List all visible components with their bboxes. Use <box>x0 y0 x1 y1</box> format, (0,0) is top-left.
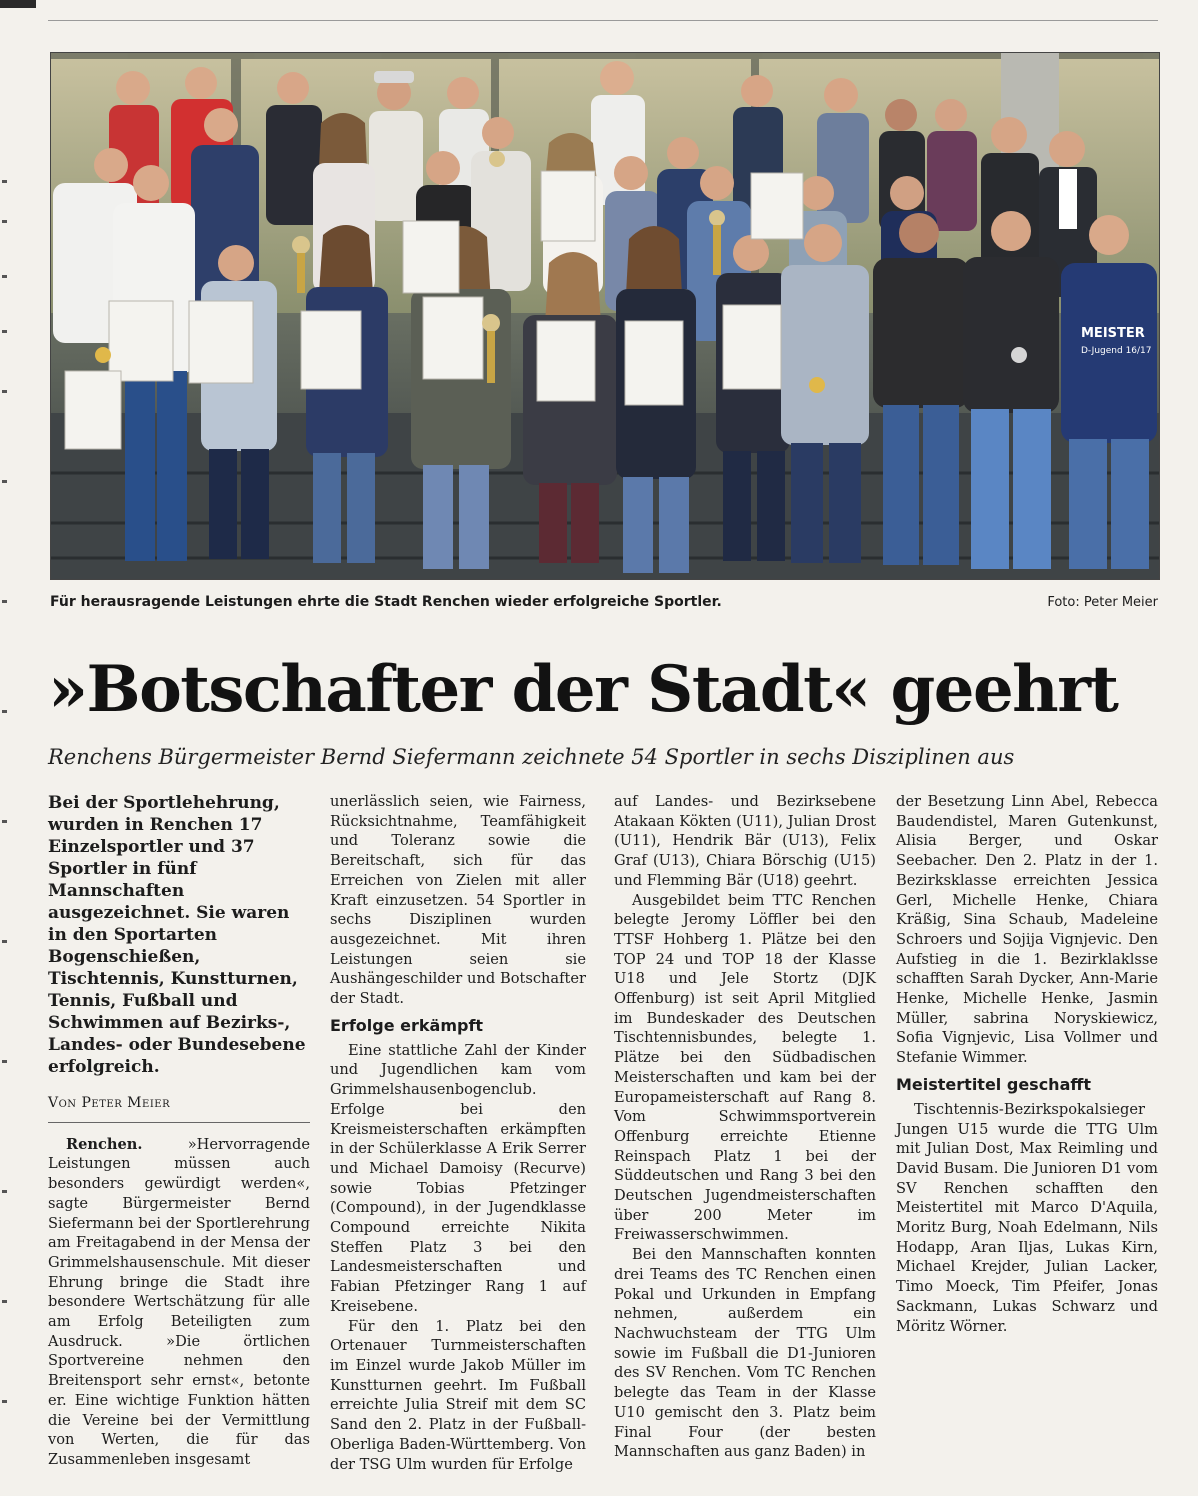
paragraph-meistertitel <box>896 1100 1158 1336</box>
article-subheadline: Renchens Bürgermeister Bernd Siefermann zeichnete 54 Sportler in sechs Disziplinen aus <box>48 745 1015 769</box>
article-lead: Bei der Sportlehehrung, wurden in Renchen 17 Einzelsportler und 37 Sportler in fünf Mannschaften ausgezeichnet. Sie waren in den Sportarten Bogenschießen, Tischtennis, Kunstturnen, Tennis, Fußball und Schwimmen auf Bezirks-, Landes- oder Bundesebene erfolgreich. <box>48 793 306 1077</box>
shirt-meister-text: MEISTER <box>1081 326 1145 341</box>
subheading-meistertitel <box>896 1074 1158 1096</box>
article-column-4 <box>896 792 1158 1336</box>
paragraph-mannschaften-text-cont <box>896 792 1158 1068</box>
group-photo <box>50 52 1160 580</box>
paragraph-turnen-fussball-text-cont-text: auf Landes- und Bezirksebene Atakaan Kökten (U11), Julian Drost (U11), Hendrik Bär (U13), Felix Graf (U13), Chiara Börschig (U15) und Flemming Bär (U18) geehrt. <box>614 793 876 889</box>
paragraph-intro-text-cont-text: unerlässlich seien, wie Fairness, Rücksichtnahme, Teamfähigkeit und Toleranz sowie die Bereitschaft, sich für das Erreichen von Zielen mit aller Kraft einzusetzen. 54 Sportler in sechs Disziplinen wurden ausgezeichnet. Mit ihren Leistungen seien sie Aushängeschilder und Botschafter der Stadt. <box>330 793 586 1008</box>
subheading-meistertitel-text: Meistertitel geschafft <box>896 1074 1091 1094</box>
subheading-erfolge <box>330 1015 586 1037</box>
photo-credit: Foto: Peter Meier <box>1047 595 1158 610</box>
photo-caption <box>50 594 1158 614</box>
paragraph-turnen-fussball <box>330 1317 586 1475</box>
paragraph-intro <box>48 1135 310 1470</box>
paragraph-bogenschiessen <box>330 1041 586 1317</box>
paragraph-bogenschiessen-text: Eine stattliche Zahl der Kinder und Jugendlichen kam vom Grimmelshausenbogenclub. Erfolge bei den Kreismeisterschaften erkämpften in der Schülerklasse A Erik Serrer und Michael Damoisy (Recurve) sowie Tobias Pfetzinger (Compound), in der Jugendklasse Compound erreichte Nikita Steffen Platz 3 bei den Landesmeisterschaften und Fabian Pfetzinger Rang 1 auf Kreisebene. <box>330 1041 586 1315</box>
article-byline: Von Peter Meier <box>48 1088 310 1123</box>
article-column-1 <box>48 792 310 1470</box>
paragraph-turnen-fussball-text: Für den 1. Platz bei den Ortenauer Turnmeisterschaften im Einzel wurde Jakob Müller im Kunstturnen geehrt. Im Fußball erreichte Julia Streif mit dem SC Sand den 2. Platz in der Fußball-Oberliga Baden-Württemberg. Von der TSG Ulm wurden für Erfolge <box>330 1317 586 1473</box>
paragraph-meistertitel-text: Tischtennis-Bezirkspokalsieger Jungen U15 wurde die TTG Ulm mit Julian Dost, Max Reimling und David Busam. Die Junioren D1 vom SV Renchen schafften den Meistertitel mit Marco D'Aquila, Moritz Burg, Noah Edelmann, Nils Hodapp, Aran Iljas, Lukas Kirn, Michael Krejder, Julian Lacker, Timo Moeck, Tim Pfeifer, Jonas Sackmann, Lukas Schwarz und Möritz Wörner. <box>896 1100 1158 1335</box>
shirt-team-text: D-Jugend 16/17 <box>1081 346 1152 356</box>
article-headline: »Botschafter der Stadt« geehrt <box>48 652 1118 727</box>
page-top-rule <box>0 0 1198 24</box>
paragraph-intro-text: »Hervorragende Leistungen müssen auch besonders gewürdigt werden«, sagte Bürgermeister Bernd Siefermann bei der Sportlerehrung am Freitagabend in der Mensa der Grimmelshausenschule. Mit dieser Ehrung bringe die Stadt ihre besondere Wertschätzung für alle am Erfolg Beteiligten zum Ausdruck. »Die örtlichen Sportvereine nehmen den Breitensport sehr ernst«, betonte er. Eine wichtige Funktion hätten die Vereine bei der Vermittlung von Werten, die für das Zusammenleben insgesamt <box>48 1135 310 1468</box>
paragraph-tischtennis-schwimmen <box>614 891 876 1246</box>
dateline: Renchen. <box>66 1135 143 1153</box>
paragraph-intro-text-cont <box>330 792 586 1009</box>
paragraph-mannschaften-text-cont-text: der Besetzung Linn Abel, Rebecca Baudendistel, Maren Gutenkunst, Alisia Berger, und Oskar Seebacher. Den 2. Platz in der 1. Bezirksklasse erreichten Jessica Gerl, Michelle Henke, Chiara Kräßig, Sina Schaub, Madeleine Schroers und Sojija Vignjevic. Den Aufstieg in die 1. Bezirklaklsse schafften Sarah Dycker, Ann-Marie Henke, Michelle Henke, Jasmin Müller, sabrina Noryskiewicz, Sofia Vignjevic, Lisa Vollmer und Stefanie Wimmer. <box>896 793 1158 1067</box>
group-photo-illustration <box>51 53 1159 579</box>
caption-text: Für herausragende Leistungen ehrte die Stadt Renchen wieder erfolgreiche Sportler. <box>50 594 722 610</box>
paragraph-tischtennis-schwimmen-text: Ausgebildet beim TTC Renchen belegte Jeromy Löffler bei den TTSF Hohberg 1. Plätze bei den TOP 24 und TOP 18 der Klasse U18 und Jele Stortz (DJK Offenburg) ist seit April Mitglied im Bundeskader des Deutschen Tischtennisbundes, belegte 1. Plätze bei den Südbadischen Meisterschaften und kam bei der Europameisterschaft auf Rang 8. Vom Schwimmsportverein Offenburg erreichte Etienne Reinspach Platz 1 bei der Süddeutschen und Rang 3 bei den Deutschen Jugendmeisterschaften über 200 Meter im Freiwasserschwimmen. <box>614 891 876 1244</box>
paragraph-turnen-fussball-text-cont <box>614 792 876 891</box>
article-column-2 <box>330 792 586 1474</box>
article-column-3 <box>614 792 876 1462</box>
paragraph-mannschaften-text: Bei den Mannschaften konnten drei Teams des TC Renchen einen Pokal und Urkunden in Empfang nehmen, außerdem ein Nachwuchsteam der TTG Ulm sowie im Fußball die D1-Junioren des SV Renchen. Vom TC Renchen belegte das Team in der Klasse U10 gemischt den 3. Platz beim Final Four (der besten Mannschaften aus ganz Baden) in <box>614 1246 876 1461</box>
neighbor-column-edge <box>0 180 10 1430</box>
subheading-erfolge-text: Erfolge erkämpft <box>330 1015 484 1035</box>
section-marker <box>0 0 36 8</box>
top-divider <box>48 20 1158 21</box>
paragraph-mannschaften <box>614 1245 876 1462</box>
